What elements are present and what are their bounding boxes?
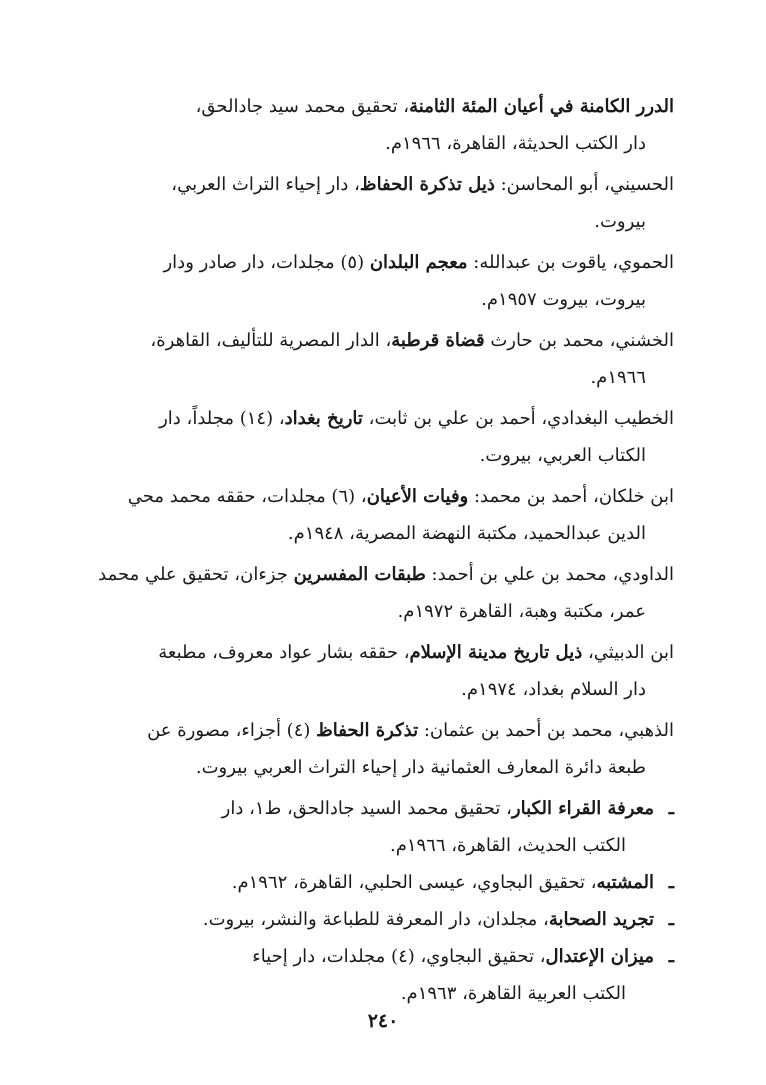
entry-continuation: بيروت. <box>594 211 646 232</box>
sub-entry <box>92 790 674 864</box>
entry-continuation: بيروت، بيروت ١٩٥٧م. <box>481 289 646 310</box>
entry-title: ذيل تذكرة الحفاظ <box>359 174 495 195</box>
entry-continuation: عمر، مكتبة وهبة، القاهرة ١٩٧٢م. <box>397 601 646 622</box>
bibliography-entry <box>92 478 674 552</box>
bibliography-entry <box>92 166 674 240</box>
bibliography-entry <box>92 556 674 630</box>
dash-bullet: ـ <box>668 798 674 819</box>
entry-continuation: طبعة دائرة المعارف العثمانية دار إحياء التراث العربي بيروت. <box>195 757 646 778</box>
entry-details: جزءان، تحقيق علي محمد <box>98 564 294 585</box>
entry-details: ، (٦) مجلدات، حققه محمد محي <box>127 486 367 507</box>
entry-title: الدرر الكامنة في أعيان المئة الثامنة <box>409 96 674 117</box>
sub-entry <box>92 901 674 938</box>
entry-details: ، (١٤) مجلداً، دار <box>159 408 285 429</box>
bibliography-entry <box>92 712 674 786</box>
entry-title: تجريد الصحابة <box>548 909 654 930</box>
entry-title: ذيل تاريخ مدينة الإسلام <box>409 642 583 663</box>
entry-author: الذهبي، محمد بن أحمد بن عثمان: <box>418 720 674 741</box>
entry-continuation: دار السلام بغداد، ١٩٧٤م. <box>461 679 646 700</box>
bibliography-entry <box>92 322 674 396</box>
entry-details: (٤) أجزاء، مصورة عن <box>147 720 317 741</box>
entry-author: الخشني، محمد بن حارث <box>484 330 674 351</box>
dash-bullet: ـ <box>668 909 674 930</box>
entry-continuation: ١٩٦٦م. <box>590 367 646 388</box>
dash-bullet: ـ <box>668 872 674 893</box>
entry-details: ، تحقيق محمد سيد جادالحق، <box>195 96 410 117</box>
entry-continuation: الكتب الحديث، القاهرة، ١٩٦٦م. <box>389 835 626 856</box>
sub-entry <box>92 938 674 1012</box>
entry-details: (٥) مجلدات، دار صادر ودار <box>163 252 370 273</box>
dash-bullet: ـ <box>668 946 674 967</box>
entry-details: ، مجلدان، دار المعرفة للطباعة والنشر، بيروت. <box>202 909 549 930</box>
entry-continuation: الدين عبدالحميد، مكتبة النهضة المصرية، ١٩٤٨م. <box>287 523 646 544</box>
entry-details: ، تحقيق البجاوي، (٤) مجلدات، دار إحياء <box>252 946 546 967</box>
entry-details: ، تحقيق محمد السيد جادالحق، ط١، دار <box>221 798 512 819</box>
bibliography-entry <box>92 400 674 474</box>
entry-title: تذكرة الحفاظ <box>316 720 419 741</box>
page-number: ٢٤٠ <box>367 1010 399 1032</box>
sub-entry <box>92 864 674 901</box>
entry-details: ، حققه بشار عواد معروف، مطبعة <box>158 642 410 663</box>
entry-author: الحسيني، أبو المحاسن: <box>494 174 674 195</box>
entry-title: وفيات الأعيان <box>366 486 469 507</box>
entry-title: ميزان الإعتدال <box>545 946 654 967</box>
bibliography-entry <box>92 634 674 708</box>
entry-title: تاريخ بغداد <box>284 408 363 429</box>
entry-continuation: دار الكتب الحديثة، القاهرة، ١٩٦٦م. <box>385 133 646 154</box>
entry-details: ، دار إحياء التراث العربي، <box>171 174 360 195</box>
entry-continuation: الكتاب العربي، بيروت. <box>479 445 646 466</box>
entry-title: المشتبه <box>596 872 654 893</box>
entry-author: الداودي، محمد بن علي بن أحمد: <box>425 564 674 585</box>
bibliography-entry <box>92 244 674 318</box>
entry-author: ابن خلكان، أحمد بن محمد: <box>468 486 674 507</box>
entry-continuation: الكتب العربية القاهرة، ١٩٦٣م. <box>400 983 626 1004</box>
entry-title: معجم البلدان <box>369 252 468 273</box>
entry-author: ابن الدبيثي، <box>582 642 674 663</box>
entry-title: معرفة القراء الكبار <box>511 798 654 819</box>
entry-title: طبقات المفسرين <box>293 564 426 585</box>
bibliography-entry <box>92 88 674 162</box>
entry-title: قضاة قرطبة <box>391 330 485 351</box>
entry-author: الحموي، ياقوت بن عبدالله: <box>467 252 674 273</box>
entry-details: ، تحقيق البجاوي، عيسى الحلبي، القاهرة، ١٩٦٢م. <box>231 872 597 893</box>
entry-author: الخطيب البغدادي، أحمد بن علي بن ثابت، <box>362 408 674 429</box>
entry-details: ، الدار المصرية للتأليف، القاهرة، <box>150 330 392 351</box>
